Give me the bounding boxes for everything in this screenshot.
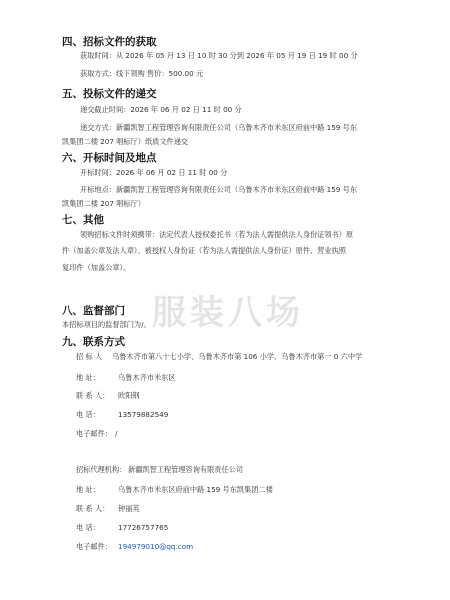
tenderer-addr-value: 乌鲁木齐市米东区 [118,373,176,382]
section-5-title: 五、投标文件的递交 [62,88,157,100]
s5-method-line2: 凯集团二楼 207 唱标厅）纸质文件递交 [62,137,189,146]
agency-addr-label: 地 址： [76,485,100,494]
tenderer-contact-label: 联 系 人： [76,391,110,400]
s7-line3: 复印件（加盖公章）。 [62,263,131,272]
s7-line2: 件（加盖公章及法人章）、被授权人身份证（若为法人需提供法人身份证）原件、营业执照 [62,246,346,255]
agency-contact-label: 联 系 人： [76,504,110,513]
section-4-title: 四、招标文件的获取 [62,36,157,48]
agency-contact-value: 钟丽英 [118,504,140,513]
tenderer-contact-value: 欧阳钢 [118,391,140,400]
tenderer-phone-label: 电 话： [76,410,100,419]
agency-phone-label: 电 话： [76,523,100,532]
tenderer-name-label: 招 标 人 [76,352,103,361]
s4-method: 获取方式：线下领购 售价：500.00 元 [80,69,204,78]
s6-place-line2: 凯集团二楼 207 唱标厅） [62,199,145,208]
agency-name-label: 招标代理机构： [76,465,127,474]
s4-time: 获取时间：从 2026 年 05 月 13 日 10 时 30 分到 2026 年 05 月 19 日 19 时 00 分 [80,51,358,60]
section-7-title: 七、其他 [62,214,104,226]
s8-text: 本招标项目的监督部门为/。 [62,320,151,329]
section-9-title: 九、联系方式 [62,336,125,348]
s6-time: 开标时间：2026 年 06 月 02 日 11 时 00 分 [80,168,228,177]
s5-method-line1: 递交方式：新疆凯智工程管理咨询有限责任公司（乌鲁木齐市米东区府前中路 159 号东 [80,123,358,132]
s7-line1: 领购招标文件时须携带：法定代表人授权委托书（若为法人需提供法人身份证领书）原 [80,230,354,239]
s5-deadline: 递交截止时间：2026 年 06 月 02 日 11 时 00 分 [80,105,242,114]
tenderer-addr-label: 地 址： [76,373,100,382]
section-8-title: 八、监督部门 [62,305,125,317]
agency-name-value: 新疆凯智工程管理咨询有限责任公司 [128,465,244,474]
tenderer-phone-value: 13579882549 [118,410,169,419]
agency-addr-value: 乌鲁木齐市米东区府前中路 159 号东凯集团二楼 [118,485,273,494]
tenderer-email-value: / [115,429,118,438]
agency-phone-value: 17726757765 [118,523,169,532]
s6-place-line1: 开标地点：新疆凯智工程管理咨询有限责任公司（乌鲁木齐市米东区府前中路 159 号东 [80,185,358,194]
tenderer-email-label: 电子邮件： [76,429,112,438]
section-6-title: 六、开标时间及地点 [62,152,157,164]
agency-email-link[interactable]: 194979010@qq.com [118,542,194,551]
tenderer-name-value: 乌鲁木齐市第八十七小学、乌鲁木齐市第 106 小学、乌鲁木齐市第一 0 六中学 [112,352,363,361]
watermark-text: 服装八场 [152,293,304,333]
agency-email-label: 电子邮件： [76,542,112,551]
